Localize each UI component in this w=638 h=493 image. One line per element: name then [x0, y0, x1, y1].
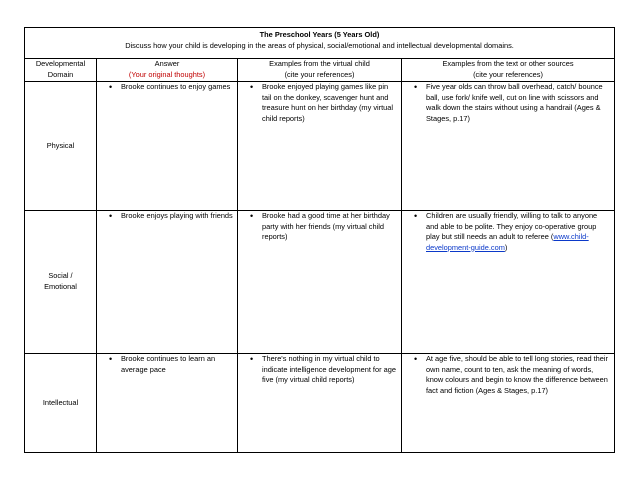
reference-link[interactable]: www.child-development-guide.com: [426, 232, 589, 252]
header-text-sources: [402, 59, 615, 82]
domain-cell: [25, 211, 97, 354]
title-cell: [25, 28, 615, 59]
header-answer-line1: Answer: [154, 59, 180, 68]
title-row: [25, 28, 615, 59]
header-virtual-line1: Examples from the virtual child: [269, 59, 370, 68]
domain-label: Physical: [46, 140, 75, 150]
header-text-line2: (cite your references): [473, 69, 543, 79]
answer-bullet: • Brooke continues to learn an average pace: [121, 354, 233, 375]
domain-cell: [25, 354, 97, 453]
domain-label-line1: Social /: [48, 271, 73, 281]
header-answer-line2: (Your original thoughts): [128, 69, 206, 79]
domain-cell: [25, 82, 97, 211]
text-cell: [402, 82, 615, 211]
text-cell: [402, 211, 615, 354]
virtual-bullet: • Brooke enjoyed playing games like pin tail on the donkey, scavenger hunt and treasure hunt on her birthday (my virtual child reports): [262, 82, 397, 124]
answer-cell: [97, 211, 238, 354]
table-subtitle: Discuss how your child is developing in the areas of physical, social/emotional and intellectual developmental domains.: [125, 40, 514, 50]
text-bullet-end: ): [504, 242, 508, 252]
answer-bullet: • Brooke enjoys playing with friends: [121, 211, 233, 222]
header-domain: [25, 59, 97, 82]
text-bullet: • Five year olds can throw ball overhead, catch/ bounce ball, use fork/ knife well, cut on line with scissors and walk down the stairs without using a handrail (Ages & Stages, p.17): [426, 82, 610, 124]
header-text-line1: Examples from the text or other sources: [442, 59, 574, 68]
text-cell: [402, 354, 615, 453]
header-virtual-child: [238, 59, 402, 82]
header-domain-line1: Developmental: [35, 59, 86, 68]
table-row-intellectual: [25, 354, 615, 453]
virtual-cell: [238, 354, 402, 453]
answer-cell: [97, 354, 238, 453]
virtual-cell: [238, 211, 402, 354]
virtual-cell: [238, 82, 402, 211]
header-domain-line2: Domain: [47, 69, 74, 79]
header-answer: [97, 59, 238, 82]
virtual-bullet: • Brooke had a good time at her birthday party with her friends (my virtual child reports): [262, 211, 397, 243]
domain-label: Intellectual: [42, 397, 79, 407]
answer-cell: [97, 82, 238, 211]
text-bullet: • At age five, should be able to tell long stories, read their own name, count to ten, ask the meaning of words, know colours and begin to know the difference between fact and fiction (Ages & Stages, p.17): [426, 354, 610, 396]
table-row-physical: [25, 82, 615, 211]
answer-bullet: • Brooke continues to enjoy games: [121, 82, 233, 93]
virtual-bullet: • There's nothing in my virtual child to indicate intelligence development for age five (my virtual child reports): [262, 354, 397, 386]
development-table: [24, 27, 615, 453]
domain-label-line2: Emotional: [44, 282, 77, 291]
table-row-social-emotional: [25, 211, 615, 354]
text-bullet: [426, 211, 610, 253]
header-row: [25, 59, 615, 82]
table-title: The Preschool Years (5 Years Old): [259, 30, 380, 39]
text-bullet-body: Children are usually friendly, willing to talk to anyone and able to be polite. They enjoy co-operative group play but still needs an adult to referee (: [426, 211, 598, 242]
header-virtual-line2: (cite your references): [284, 69, 355, 79]
